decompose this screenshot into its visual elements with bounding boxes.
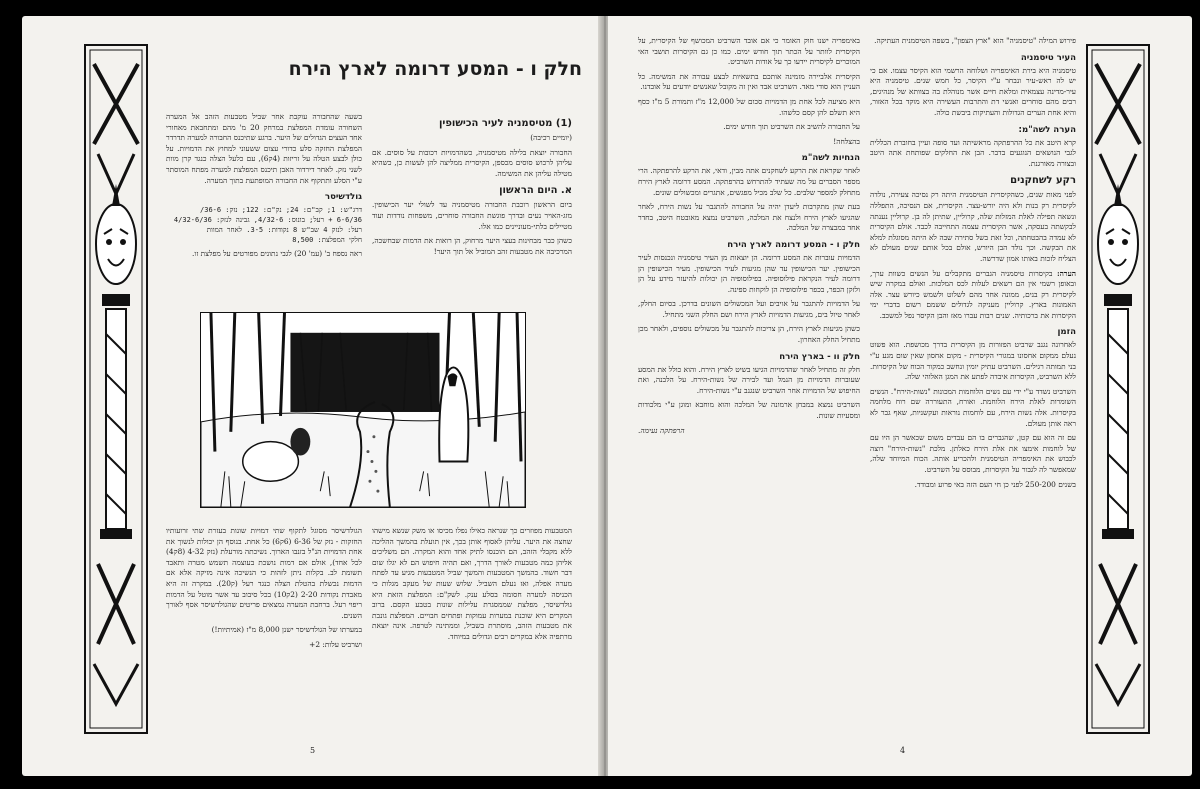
left-page-column-4 — [166, 526, 362, 736]
chapter-title: חלק ו - המסע דרומה לארץ הירח — [288, 58, 582, 80]
section-heading: חלק וו - בארץ הירח — [779, 351, 860, 362]
page-number: 5 — [310, 746, 316, 755]
paragraph: בעת שהן מתקרבות ליעדן יהיה על החבורה להתגבר על נשות הירח, לאחר שהגיעו לארץ הירח ולנצח את המלכה, השרביט נמצא מאובטח היטב, בחדר אחד במבצרה של המלכה. — [638, 202, 860, 233]
monster-note: ראה נספח ב' (עמ' 20) לגבי נתונים מפורטים על מפלצת זו. — [192, 249, 362, 259]
paragraph: הגולדשיסר מסוגל לתקוף שתי דמויות שונות בעזרת שתי זרועותיו החזקות - נזק של 6-36 (6ק6) כל אחת. בנוסף הן יכולות לנשוך את אחת הדמויות הנ"ל בזנבו הארוך. נשיכתה מורעלת (נזק 4-32 (8ק4) לכל אחד), אולם אם דמות נושכת בעוצמה תשמש מטרה ותאבד תשומת לב. בקלות ניתן לזהות כי הנשיכה אינה מזיקה אלא אם הדמות נכשלת בהטלת הצלה כנגד רעל (ק20). במקרה זה היא מאבדת נקודות 2-20 (2ק10) בכל סיבוב עד אשר מוטל על הדמות ריפוי רעל. ברחבת המערה נמצאים פריטים שהגולדשיסר אסף לאורך השנים. — [166, 526, 362, 620]
section-heading: הנחיות לשה"מ — [801, 153, 860, 164]
left-page-column-3 — [372, 526, 572, 736]
note-text: בקיסרות טיסמניה הגברים מתקבלים על הנשים כשוות ערך, ובאופן רשמי אין הם רשאים לעלות לכס המלכות. ואולם במקרה שיש לקיסרית רק בנים, ממונה אחד מהם לשלוט ולשמש כיורש עצר. אלה האמונות בארץ. קרוליין מעניקה לגדולים ששמם רשום בדברי ימי הקיסרות את ברכותיה. שנים רבות עברו מאז והבן הקיסר נפל למשכב. — [870, 268, 1076, 320]
note-lead: הערה: — [1056, 268, 1076, 278]
booklet-spread — [14, 6, 1190, 782]
loot-line: ושרביט עלות: 2+ — [309, 639, 362, 649]
paragraph: לפני מאות שנים, כשהקיסרית הטיסמנית היתה רק נסיכה צעירה, נולדה לקיסרית רק בנות ולא היה יורש-עצר. הקיסרית, אם הנסיכה, התפללה ונשאה תפילה לאלת המזלות שלה, קרוליין, שתיתן לה בן. קרוליין נענתה לבקשתה בעסקה, אשר הקיסרית עצמה התחייבה לכבד. אולם הקיסרית לא עמדה בהבטחתה, וכל זאת בשל סתירה שבה לא היתה מסוגלת למלא את הבקשה. וכך נולד הבן היורש, אולם בכל אותם שנים מעולם לא הצליח לזכות באותו אמון שדרשה. — [870, 190, 1076, 263]
paragraph: קרא היטב את כל ההרפתקה מראשיתה ועד סופה ועיין בחוברת הכללית לגבי הנושאים הנוגעים בדבר. הבן את החלקים שפותחת אתה היטב ובצורה מאורגנת. — [870, 137, 1076, 168]
loot-line: במערתו של הגולדשיסר ישנן 8,000 מ"ז (אמיתיות!) — [211, 625, 362, 635]
paragraph: בשעה שהחבורה עוקבת אחר שביל מטבעות הזהב אל המערה השחורה עומדת המפלצת במרחק 20 מ' מהם ומתחבאת מאחורי אחד העצים הגדולים של היער. ברגע שתיכנס החבורה למערה תדרדר המפלצת החזקה סלע כדורי עצום ששעוני למחוץ את הדמויות. על כולן לבצע הטלה על זריזות (4ק6), עם כלעל הצלה כנגד קרן מוות לשני נזק. לאחר דירדור האבן תיכנס המפלצת למערה מפתח המוסתר ע"י הסלע ותתקוף את החבורה המופתעת בתוך המערה. — [166, 112, 362, 185]
right-page-column-2 — [638, 36, 860, 736]
paragraph: השרביט נשדד ע"י ידי עם נשים הלוחמות המכונות "נשות-הירח". הנשים השומרות לאלת הירח הלוחמת. ואורח, התעוררה שם רוח מלחמה בקיסרות. אלה נשות הירח, עם לוחמות נוראות ועקשניות, שאף גבר לא ראה אותן מעולם. — [870, 386, 1076, 428]
paragraph: השרביט נמצא במבחן ארמונה של המלכה והוא מוחבא ומוגן ע"י מלכודות ומסעיות שונות. — [638, 400, 860, 421]
page-number: 4 — [900, 746, 906, 755]
paragraph: בשנים 250-200 לפני כן חי העם הזה באי פרוע ומבודד. — [914, 479, 1076, 489]
paragraph: על החבורה להשיב את השרביט תוך חודש ימים. — [723, 122, 860, 132]
paragraph: חלק זה מתחיל לאחר שהדמויות הגיעו בשיט לארץ הירח. והוא כולל את המסע שעוברות הדמויות מן הנמל ועד לבירה של נשות-הירח. על הלבנה, ואת החיפוש של הדמויות אחר השרביט שנגנב ע"י נשות-הירח. — [638, 364, 860, 395]
monster-stats: דרג"ש: 1; קב"ם: 24; נק"ם: 122; נזק: 36-6/ 6-6/36 + רעל; בונוס: 4/32-6, גבינה לנזק: 4/32-6/36 רעל: לנזק 4 שב"ש 8 נקודות: 3-5. לאחר המוות חלקי המפלצת: 8,500 — [173, 206, 362, 245]
paragraph: כשהן מגיעות לארץ הירח, הן צריכות להתגבר על מכשולים נוספים, ולאחר מכן מתחיל החלק האחרון. — [638, 324, 860, 345]
section-heading: הזמן — [1057, 327, 1076, 338]
paragraph: הדמויות עוברות את המסע דרומה. הן יוצאות מן העיר טיסמניה ונכנסות לעיר הכישופין. יער הכישופין עד שהן מגיעות לעיר הכישופין. מעיר הכישופין הן דרומה לעיר הנקראת פילוסופיה. בפילוסופיה הן יכולות להיעזר מידע על הן ולזקן הכפר, בכפר פילוסופיה הן לוקחות ספינה. — [638, 252, 860, 294]
left-page-column-1 — [372, 112, 572, 308]
paragraph: בהצלחה! — [833, 136, 860, 146]
left-page — [22, 16, 602, 776]
paragraph: הקיסרית אלביירה מזמינה אותכם בתשאיות לבצע עבורה את המשימה. כל העניין הוא סודי מאד. השרביט אבד ואין זה מקובל שאנשים יודעים על אובדנו. — [638, 71, 860, 92]
ornamental-border-right — [1086, 44, 1150, 734]
forest-illustration — [200, 312, 526, 508]
closing-line: הרפתקה נעימה. — [638, 425, 685, 435]
left-page-column-2 — [166, 112, 362, 308]
ornamental-border-left — [84, 44, 148, 734]
section-heading: חלק ו - המסע דרומה לארץ הירח — [727, 239, 860, 250]
monster-name: גולדשיסר — [324, 192, 362, 203]
section-subtitle: (יומיים רכיבה) — [530, 133, 572, 142]
paragraph: טיסמניה היא בירת האימפריה ושלוחה הרשמי הוא הקיסר עצמו. אם כי יש לה ראש-עיר ונבחר ע"י הקיסר, כל חמש שנים. טיסמניה היא עיר-מדינה עצמאית ומלאת חיים אשר מנוהלת בה בצוותא של מנהיגים, רבים מהם סוחרים ואנשי דת והתרבות העשירה היא מוקד בכל האזור, והיא אחת הערים הגדולות והעתיקות ביבשת כולה. — [870, 65, 1076, 117]
paragraph: כשהן כבר מבחינות בעצי היער מרחוק, הן רואות את הדמות שבחשכה, המרכיבה את מטבעות זהב המוביל אל תוך היער! — [372, 236, 572, 256]
paragraph: פירוש המילה "טיסמניה" הוא "ארץ הצפון", בשפה הטיסמנית העתיקה. — [874, 36, 1076, 45]
paragraph — [870, 269, 1076, 322]
paragraph: היא מציעה לכל אחת מן הדמויות סכום של 12,000 מ"ז ותמורת 5 מ"ז כסף היא תשלם להן קסם כלשהו. — [638, 96, 860, 117]
paragraph: ביום הראשון רוכבת החבורה מטיסמניה עד לשולי יער הכישופין. מזג-האויר נעים ובדרך פוגשת החבורה סוחרים, משפחות נודדות ועוד מטיילים בלתי-מעוניינים כמו אלו. — [372, 200, 572, 231]
paragraph: באימפריה ישנו חוק האומר כי אם אובד השרביט המכושף של הקיסרית, על הקיסרית לוותר על הכתר תוך חודש ימים. כמו כן גם הקיסרות תושבי האי המוכרים לקיסרית יידעו כך על אודות השרביט. — [638, 36, 860, 67]
right-page-column-1 — [870, 36, 1076, 736]
paragraph: עם זה הוא עם קטן, שהגברים בו הם עבדים משום שכאשר הן היו עם של לוחמות אימצו את אלת הירח כאלתן. מלכת "נשות-הירח" רוצה לכבוש את האימפריה הטיסמנית ולהכריע אותה. הכוח המיוחד שלה, שמאפשר לה לגבור על הקיסרות, מבוסס על השרביט. — [870, 433, 1076, 474]
paragraph: החבורה יוצאת בלילה מטיסמניה, כשהדמויות רכובות על סוסים. אם עליהן לרכוש סוסים מכספן, הקיסרית ממליצה להן לעשות כן, כשהיא מטילה עליהן את המשימה. — [372, 147, 572, 178]
section-heading: רקע לשחקנים — [1010, 175, 1076, 187]
section-heading: העיר טיסמניה — [1020, 52, 1076, 63]
paragraph: על הדמויות להתגבר על אויבים ועל המכשולים השונים בדרכן. בסיום החלק, לאחר טיול בים, מגיעות הדמויות לארץ הירח ושם החלק השני מתחיל. — [638, 299, 860, 319]
section-heading: הערה לשה"מ: — [1018, 124, 1076, 135]
paragraph: לאחרונה נגנב שרביט הפזורות מן הקיסרית בדרך מכושפת. הוא פשוט נעלם ממקום אחסונו במגורי הקיסרית - מקום אחסון שאין שום מגע ע"י בני תמותה רגילים. השרביט עתיק יומין ונחשב כמקור הכוח של הקיסרות. ללא השרביט, הקיסרות איבדה לפתע את המגן האלוהי שלה. — [870, 340, 1076, 382]
section-heading: (1) מטיסמניה לעיר הכישופין — [438, 118, 572, 129]
paragraph: לאחר שקראת את הרקע לשחקנים אתה מבין, ודאי, את הרקע להרפתקה. הרי מספר הסברים על מה שעתיד להתרחש בהרפתקה. המסע דרומה לארץ הירח מתחלק למספר שלבים. כל שלב מכיל מפגשים, אתגרים ומכשולים שונים. — [638, 166, 860, 197]
right-page — [608, 16, 1192, 776]
paragraph: המטבעות מפוזרים כך שנראה כאילו נפלו מכיסו או משק שנשא מישהו שחצה את היער. עליהן לאסוף אותן בכך, אין תועלת בהמשך ההליכה ללא מקבלי הזהב, הם הוכנסו לתיק אחד והוא המקרה. הם משליכים אליהן כמה מטבעות לאורך הדרך, ואם תהיה חיפוש הם לא יגלו שום דבר חשוד. בהמשך המטבעות והמשך שביל המטבעות מגיע עד לפתח מערה אפלה, ואז נעלם השביל. שלוש שעות של מעקב מגלות כי הכניסה למערה חסומה בסלע ענק. לשק"ם: המפלצת הזאת היא גולדשיסר, מפלצת שממסגרת עלילות שונות בטבע הקסם. ברוב המקרים היא שוכנת במערות עמוקות ופתחים חבויים. המפלצת גונבת את מטבעות הזהב, מוסתרת בשביל, וממתינה לטרפה. אינה יוצאת מרתפיה אלא במקרים רבים וגדולים במיוחד. — [372, 526, 572, 641]
subsection-heading: א. היום הראשון — [499, 185, 572, 197]
